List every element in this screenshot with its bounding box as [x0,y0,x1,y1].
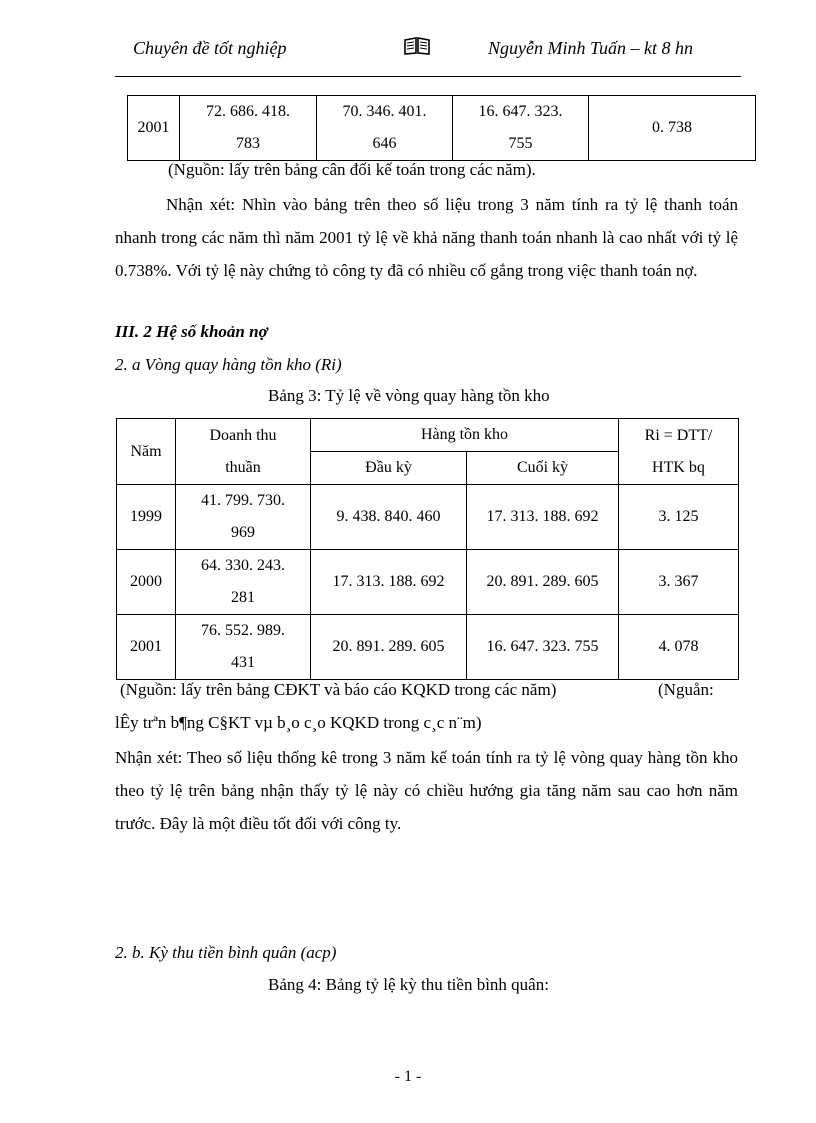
cell-year: 2000 [117,550,176,615]
cell-value: 72. 686. 418. 783 [180,96,317,161]
table-caption-3: Bảng 3: Tỷ lệ về vòng quay hàng tồn kho [268,386,550,405]
cell-year: 1999 [117,485,176,550]
comment-paragraph-2: Nhận xét: Theo số liệu thống kê trong 3 năm kế toán tính ra tỷ lệ vòng quay hàng tồn kho theo tỷ lệ trên bảng nhận thấy tỷ lệ này có chiều hướng gia tăng năm sau cao hơn năm trước. Đây là một điều tốt đối với công ty. [115,748,738,833]
header-revenue: Doanh thu thuần [176,419,311,485]
source-note-2-garbled-b: lÊy trªn b¶ng C§KT vµ b¸o c¸o KQKD trong c¸c n¨m) [115,713,482,732]
cell-ratio: 3. 367 [619,550,739,615]
cell-revenue: 76. 552. 989. 431 [176,615,311,680]
cell-ratio: 3. 125 [619,485,739,550]
cell-ratio: 0. 738 [589,96,756,161]
cell-end: 17. 313. 188. 692 [467,485,619,550]
source-note-2: (Nguồn: lấy trên bảng CĐKT và báo cáo KQKD trong các năm) [120,680,557,699]
page-number: - 1 - [394,1068,422,1085]
cell-begin: 9. 438. 840. 460 [311,485,467,550]
book-icon [403,36,431,61]
header-rule [115,76,741,77]
subsection-heading-b: 2. b. Kỳ thu tiền bình quân (acp) [115,943,337,962]
cell-begin: 20. 891. 289. 605 [311,615,467,680]
cell-revenue: 41. 799. 730. 969 [176,485,311,550]
section-heading: III. 2 Hệ số khoản nợ [115,322,268,341]
header-begin: Đầu kỳ [311,452,467,485]
source-note-2-garbled-a: (Nguån: [658,680,714,699]
cell-value: 16. 647. 323. 755 [453,96,589,161]
cell-end: 20. 891. 289. 605 [467,550,619,615]
table-caption-4: Bảng 4: Bảng tỷ lệ kỳ thu tiền bình quân: [268,975,549,994]
comment-paragraph-1: Nhận xét: Nhìn vào bảng trên theo số liệu trong 3 năm tính ra tỷ lệ thanh toán nhanh trong các năm thì năm 2001 tỷ lệ về khả năng thanh toán nhanh là cao nhất với tỷ lệ 0.738%. Với tỷ lệ này chứng tỏ công ty đã có nhiều cố gắng trong việc thanh toán nợ. [115,195,738,280]
header-left-title: Chuyên đề tốt nghiệp [133,38,287,58]
header-year: Năm [117,419,176,485]
header-inventory: Hàng tồn kho [311,419,619,452]
table-row [117,550,739,615]
cell-value: 70. 346. 401. 646 [317,96,453,161]
header-right-author: Nguyễn Minh Tuấn – kt 8 hn [488,38,693,58]
subsection-heading-a: 2. a Vòng quay hàng tồn kho (Ri) [115,355,342,374]
cell-begin: 17. 313. 188. 692 [311,550,467,615]
table-header-row [117,419,739,452]
header-end: Cuối kỳ [467,452,619,485]
table-inventory-turnover [116,418,739,680]
source-note-1: (Nguồn: lấy trên bảng cân đối kế toán trong các năm). [168,160,536,179]
table-row [117,485,739,550]
table-quick-ratio-continued [127,95,756,161]
table-row [128,96,756,161]
header-ratio: Ri = DTT/ HTK bq [619,419,739,485]
table-row [117,615,739,680]
cell-year: 2001 [128,96,180,161]
cell-end: 16. 647. 323. 755 [467,615,619,680]
cell-revenue: 64. 330. 243. 281 [176,550,311,615]
cell-year: 2001 [117,615,176,680]
cell-ratio: 4. 078 [619,615,739,680]
